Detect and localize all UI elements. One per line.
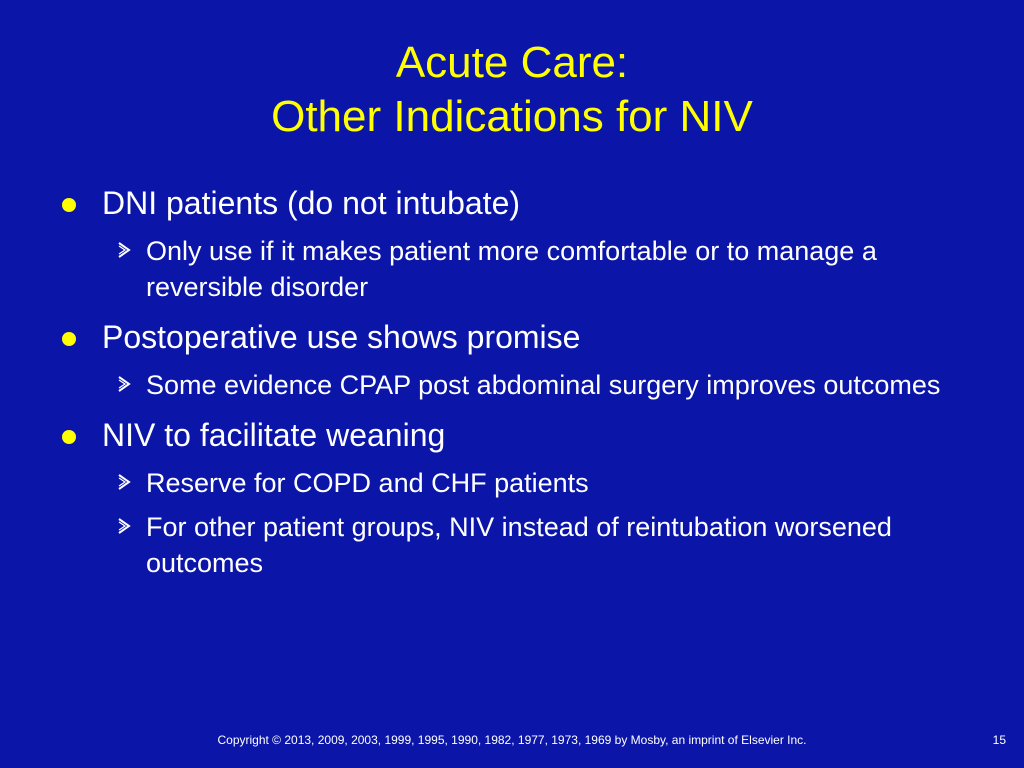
sub-bullet-text: Only use if it makes patient more comfortable or to manage a reversible disorder [146, 236, 877, 302]
sub-bullet-item [58, 233, 958, 305]
title-line-2: Other Indications for NIV [271, 92, 753, 141]
slide-title [0, 36, 1024, 144]
bullet-item [58, 415, 958, 455]
sub-bullet-item [58, 367, 958, 403]
bullet-text: Postoperative use shows promise [102, 319, 581, 355]
page-number: 15 [992, 733, 1006, 747]
bullet-dot-icon [62, 198, 76, 212]
sub-bullet-item [58, 509, 958, 581]
bullet-item [58, 183, 958, 223]
sub-bullet-text: Reserve for COPD and CHF patients [146, 468, 589, 498]
sub-bullet-text: Some evidence CPAP post abdominal surgery improves outcomes [146, 370, 941, 400]
bullet-dot-icon [62, 430, 76, 444]
copyright-footer: Copyright © 2013, 2009, 2003, 1999, 1995, 1990, 1982, 1977, 1973, 1969 by Mosby, an imprint of Elsevier Inc. [217, 733, 807, 747]
arrow-bullet-icon [116, 473, 132, 491]
bullet-list [58, 183, 958, 593]
bullet-dot-icon [62, 332, 76, 346]
arrow-bullet-icon [116, 517, 132, 535]
arrow-bullet-icon [116, 241, 132, 259]
arrow-bullet-icon [116, 375, 132, 393]
sub-list [58, 367, 958, 403]
sub-bullet-text: For other patient groups, NIV instead of reintubation worsened outcomes [146, 512, 892, 578]
sub-bullet-item [58, 465, 958, 501]
sub-list [58, 465, 958, 581]
bullet-text: NIV to facilitate weaning [102, 417, 446, 453]
bullet-text: DNI patients (do not intubate) [102, 185, 521, 221]
title-line-1: Acute Care: [395, 38, 629, 87]
bullet-item [58, 317, 958, 357]
sub-list [58, 233, 958, 305]
